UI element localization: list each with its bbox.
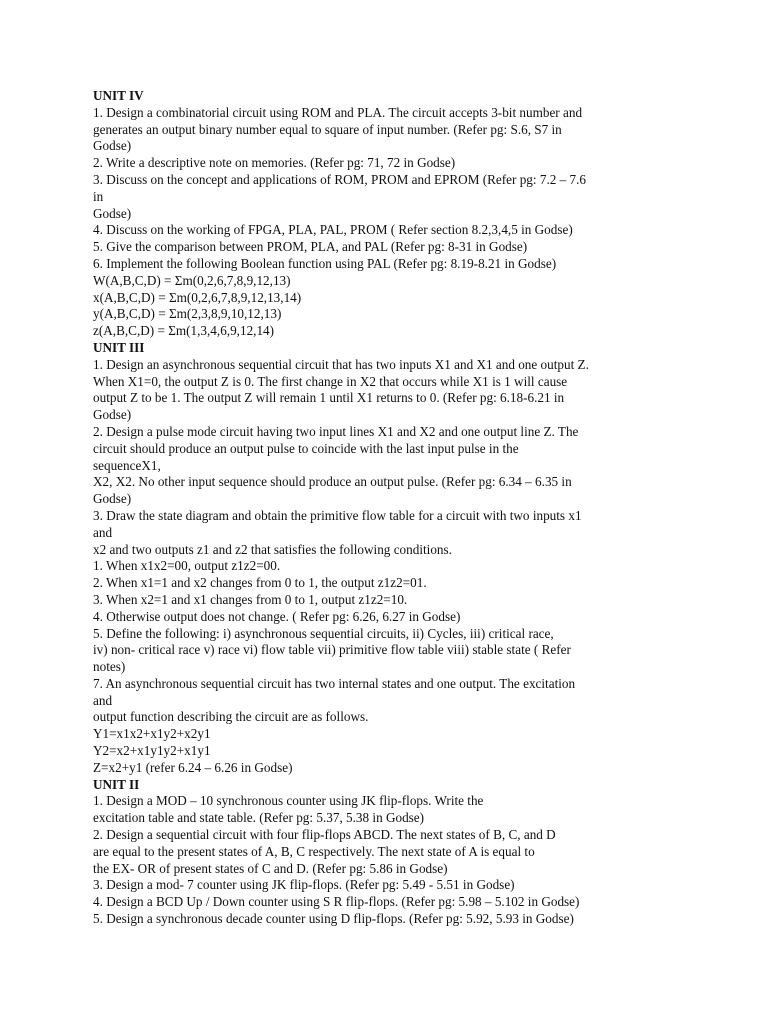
text-line: 6. Implement the following Boolean function using PAL (Refer pg: 8.19-8.21 in Godse) (93, 255, 557, 271)
unit-heading: UNIT III (93, 339, 145, 355)
text-line: notes) (93, 659, 126, 675)
text-line: 1. Design a MOD – 10 synchronous counter using JK flip-flops. Write the (93, 793, 484, 809)
text-line: Godse) (93, 407, 132, 423)
text-line: x(A,B,C,D) = Σm(0,2,6,7,8,9,12,13,14) (93, 289, 302, 305)
text-line: X2, X2. No other input sequence should produce an output pulse. (Refer pg: 6.34 – 6.35 in (93, 474, 572, 490)
text-line: 1. When x1x2=00, output z1z2=00. (93, 558, 281, 574)
unit-heading: UNIT II (93, 776, 140, 792)
text-line: are equal to the present states of A, B, C respectively. The next state of A is equal to (93, 843, 535, 859)
text-line: the EX- OR of present states of C and D. (Refer pg: 5.86 in Godse) (93, 860, 448, 876)
text-line: 4. Otherwise output does not change. ( Refer pg: 6.26, 6.27 in Godse) (93, 608, 461, 624)
text-line: 5. Define the following: i) asynchronous sequential circuits, ii) Cycles, iii) critical race, (93, 625, 554, 641)
text-line: Godse) (93, 205, 132, 221)
text-line: 3. Draw the state diagram and obtain the primitive flow table for a circuit with two inputs x1 (93, 507, 582, 523)
text-line: 5. Design a synchronous decade counter using D flip-flops. (Refer pg: 5.92, 5.93 in Godse) (93, 911, 574, 927)
text-line: z(A,B,C,D) = Σm(1,3,4,6,9,12,14) (93, 323, 275, 339)
text-line: Godse) (93, 491, 132, 507)
text-line: Godse) (93, 138, 132, 154)
text-line: 7. An asynchronous sequential circuit has two internal states and one output. The excitation (93, 675, 576, 691)
text-line: iv) non- critical race v) race vi) flow table vii) primitive flow table viii) stable state ( Refer (93, 642, 571, 658)
text-line: output function describing the circuit are as follows. (93, 709, 369, 725)
text-line: 5. Give the comparison between PROM, PLA, and PAL (Refer pg: 8-31 in Godse) (93, 239, 528, 255)
text-line: sequenceX1, (93, 457, 161, 473)
text-line: excitation table and state table. (Refer pg: 5.37, 5.38 in Godse) (93, 810, 425, 826)
text-line: Y1=x1x2+x1y2+x2y1 (93, 726, 211, 742)
text-line: 4. Discuss on the working of FPGA, PLA, PAL, PROM ( Refer section 8.2,3,4,5 in Godse) (93, 222, 573, 238)
text-line: 1. Design an asynchronous sequential circuit that has two inputs X1 and X1 and one output Z. (93, 356, 589, 372)
text-line: W(A,B,C,D) = Σm(0,2,6,7,8,9,12,13) (93, 272, 291, 288)
text-line: and (93, 524, 113, 540)
text-line: generates an output binary number equal to square of input number. (Refer pg: S.6, S7 in (93, 121, 562, 137)
text-line: in (93, 188, 104, 204)
text-line: circuit should produce an output pulse to coincide with the last input pulse in the (93, 440, 519, 456)
text-line: 2. Write a descriptive note on memories. (Refer pg: 71, 72 in Godse) (93, 155, 456, 171)
text-line: x2 and two outputs z1 and z2 that satisfies the following conditions. (93, 541, 452, 557)
text-line: 3. When x2=1 and x1 changes from 0 to 1, output z1z2=10. (93, 591, 408, 607)
text-line: 1. Design a combinatorial circuit using ROM and PLA. The circuit accepts 3-bit number and (93, 104, 583, 120)
text-line: Z=x2+y1 (refer 6.24 – 6.26 in Godse) (93, 759, 293, 775)
text-line: Y2=x2+x1y1y2+x1y1 (93, 743, 211, 759)
unit-heading: UNIT IV (93, 88, 144, 103)
text-line: When X1=0, the output Z is 0. The first change in X2 that occurs while X1 is 1 will cause (93, 373, 568, 389)
text-line: y(A,B,C,D) = Σm(2,3,8,9,10,12,13) (93, 306, 282, 322)
text-line: 3. Discuss on the concept and applications of ROM, PROM and EPROM (Refer pg: 7.2 – 7.6 (93, 171, 587, 187)
text-line: 3. Design a mod- 7 counter using JK flip-flops. (Refer pg: 5.49 - 5.51 in Godse) (93, 877, 515, 893)
text-line: output Z to be 1. The output Z will remain 1 until X1 returns to 0. (Refer pg: 6.18-6.21 in (93, 390, 565, 406)
text-line: 4. Design a BCD Up / Down counter using S R flip-flops. (Refer pg: 5.98 – 5.102 in Godse) (93, 894, 580, 910)
text-line: 2. Design a pulse mode circuit having two input lines X1 and X2 and one output line Z. The (93, 423, 579, 439)
text-line: and (93, 692, 113, 708)
text-line: 2. Design a sequential circuit with four flip-flops ABCD. The next states of B, C, and D (93, 827, 556, 843)
document-body (93, 88, 693, 928)
text-line: 2. When x1=1 and x2 changes from 0 to 1, the output z1z2=01. (93, 575, 427, 591)
